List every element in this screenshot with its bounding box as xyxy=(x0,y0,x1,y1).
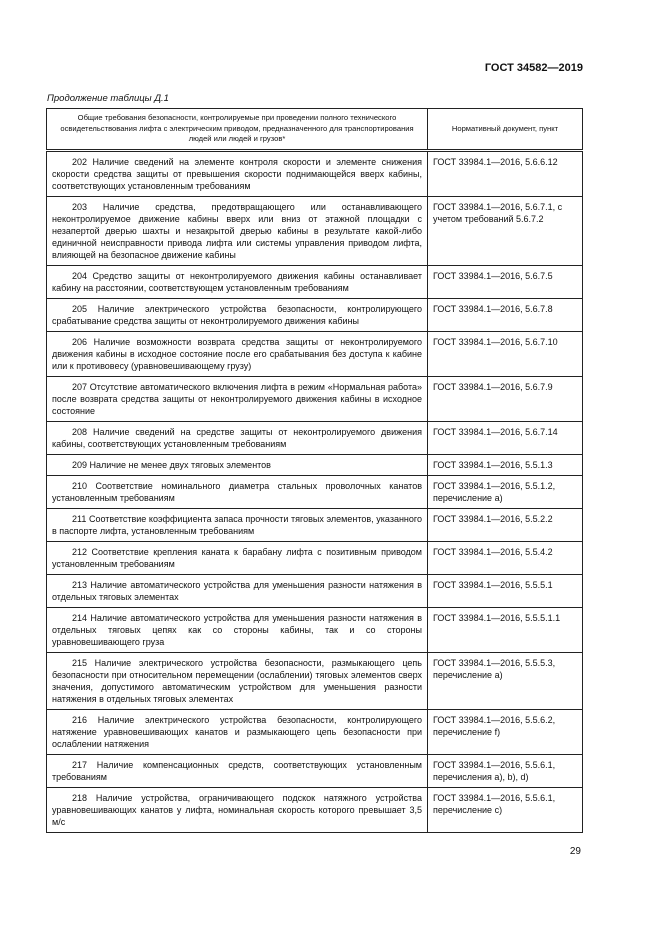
norm-cell: ГОСТ 33984.1—2016, 5.5.5.1.1 xyxy=(428,608,583,653)
document-code: ГОСТ 34582—2019 xyxy=(484,62,583,74)
table-row xyxy=(47,455,583,476)
norm-cell: ГОСТ 33984.1—2016, 5.6.7.14 xyxy=(428,422,583,455)
table-row xyxy=(47,542,583,575)
table-header-row xyxy=(47,109,583,151)
table-row xyxy=(47,299,583,332)
requirement-cell: 214 Наличие автоматического устройства для уменьшения разности натяжения в отдельных тяговых цепях как со стороны кабины, так и со стороны уравновешивающего груза xyxy=(47,608,428,653)
norm-cell: ГОСТ 33984.1—2016, 5.5.6.1, перечисление с) xyxy=(428,788,583,833)
requirement-cell: 217 Наличие компенсационных средств, соответствующих установленным требованиям xyxy=(47,755,428,788)
norm-cell: ГОСТ 33984.1—2016, 5.6.6.12 xyxy=(428,151,583,197)
norm-cell: ГОСТ 33984.1—2016, 5.5.6.1, перечисления а), b), d) xyxy=(428,755,583,788)
table-row xyxy=(47,476,583,509)
requirement-cell: 202 Наличие сведений на элементе контроля скорости и элементе снижения скорости средства защиты от превышения скорости поднимающейся вверх кабины, соответствующих установленным требованиям xyxy=(47,151,428,197)
table-row xyxy=(47,377,583,422)
requirement-cell: 211 Соответствие коэффициента запаса прочности тяговых элементов, указанного в паспорте лифта, установленным требованиям xyxy=(47,509,428,542)
requirement-cell: 204 Средство защиты от неконтролируемого движения кабины останавливает кабину на расстоянии, соответствующем установленным требованиям xyxy=(47,266,428,299)
norm-cell: ГОСТ 33984.1—2016, 5.6.7.1, с учетом требований 5.6.7.2 xyxy=(428,197,583,266)
requirement-cell: 215 Наличие электрического устройства безопасности, размыкающего цепь безопасности при относительном перемещении (ослаблении) тяговых элементов сверх значения, допустимого автоматическим устройством для уменьшения разности натяжения в отдельных тяговых элементах xyxy=(47,653,428,710)
requirement-cell: 216 Наличие электрического устройства безопасности, контролирующего натяжение уравновешивающих канатов и размыкающего цепь безопасности при ослаблении натяжения xyxy=(47,710,428,755)
requirement-cell: 209 Наличие не менее двух тяговых элементов xyxy=(47,455,428,476)
table-row xyxy=(47,788,583,833)
table-row xyxy=(47,422,583,455)
table-row xyxy=(47,197,583,266)
norm-cell: ГОСТ 33984.1—2016, 5.6.7.8 xyxy=(428,299,583,332)
requirement-cell: 206 Наличие возможности возврата средства защиты от неконтролируемого движения кабины в исходное состояние после его срабатывания без доступа к кабине или к противовесу (уравновешивающему грузу) xyxy=(47,332,428,377)
table-row xyxy=(47,710,583,755)
table-row xyxy=(47,332,583,377)
norm-cell: ГОСТ 33984.1—2016, 5.6.7.10 xyxy=(428,332,583,377)
requirement-cell: 203 Наличие средства, предотвращающего или останавливающего неконтролируемое движение кабины вверх или вниз от этажной площадки с незапертой дверью шахты и незакрытой дверью кабины в результате какой-либо единичной неисправности привода лифта или системы управления приводом лифта, влияющей на безопасное движение кабины xyxy=(47,197,428,266)
table-caption: Продолжение таблицы Д.1 xyxy=(47,93,169,104)
requirement-cell: 208 Наличие сведений на средстве защиты от неконтролируемого движения кабины, соответствующих установленным требованиям xyxy=(47,422,428,455)
table-row xyxy=(47,266,583,299)
requirement-cell: 212 Соответствие крепления каната к барабану лифта с позитивным приводом установленным требованиям xyxy=(47,542,428,575)
requirement-cell: 213 Наличие автоматического устройства для уменьшения разности натяжения в отдельных тяговых элементах xyxy=(47,575,428,608)
norm-cell: ГОСТ 33984.1—2016, 5.5.6.2, перечисление f) xyxy=(428,710,583,755)
table-row xyxy=(47,608,583,653)
table-row xyxy=(47,509,583,542)
norm-cell: ГОСТ 33984.1—2016, 5.5.1.2, перечисление а) xyxy=(428,476,583,509)
norm-cell: ГОСТ 33984.1—2016, 5.5.5.3, перечисление а) xyxy=(428,653,583,710)
requirement-cell: 218 Наличие устройства, ограничивающего подскок натяжного устройства уравновешивающих канатов у лифта, номинальная скорость которого превышает 3,5 м/с xyxy=(47,788,428,833)
norm-cell: ГОСТ 33984.1—2016, 5.5.5.1 xyxy=(428,575,583,608)
requirements-table xyxy=(46,108,583,833)
table-row xyxy=(47,653,583,710)
column-header-requirement: Общие требования безопасности, контролируемые при проведении полного технического освидетельствования лифта с электрическим приводом, предназначенного для транспортирования людей или людей и грузов* xyxy=(47,109,428,151)
requirement-cell: 210 Соответствие номинального диаметра стальных проволочных канатов установленным требованиям xyxy=(47,476,428,509)
norm-cell: ГОСТ 33984.1—2016, 5.5.2.2 xyxy=(428,509,583,542)
norm-cell: ГОСТ 33984.1—2016, 5.6.7.9 xyxy=(428,377,583,422)
table-row xyxy=(47,575,583,608)
table-row xyxy=(47,755,583,788)
norm-cell: ГОСТ 33984.1—2016, 5.5.4.2 xyxy=(428,542,583,575)
page-number: 29 xyxy=(569,846,581,857)
requirement-cell: 205 Наличие электрического устройства безопасности, контролирующего срабатывание средства защиты от неконтролируемого движения кабины xyxy=(47,299,428,332)
norm-cell: ГОСТ 33984.1—2016, 5.6.7.5 xyxy=(428,266,583,299)
norm-cell: ГОСТ 33984.1—2016, 5.5.1.3 xyxy=(428,455,583,476)
table-row xyxy=(47,151,583,197)
requirement-cell: 207 Отсутствие автоматического включения лифта в режим «Нормальная работа» после возврата средства защиты от неконтролируемого движения кабины в исходное состояние xyxy=(47,377,428,422)
column-header-norm: Нормативный документ, пункт xyxy=(428,109,583,151)
